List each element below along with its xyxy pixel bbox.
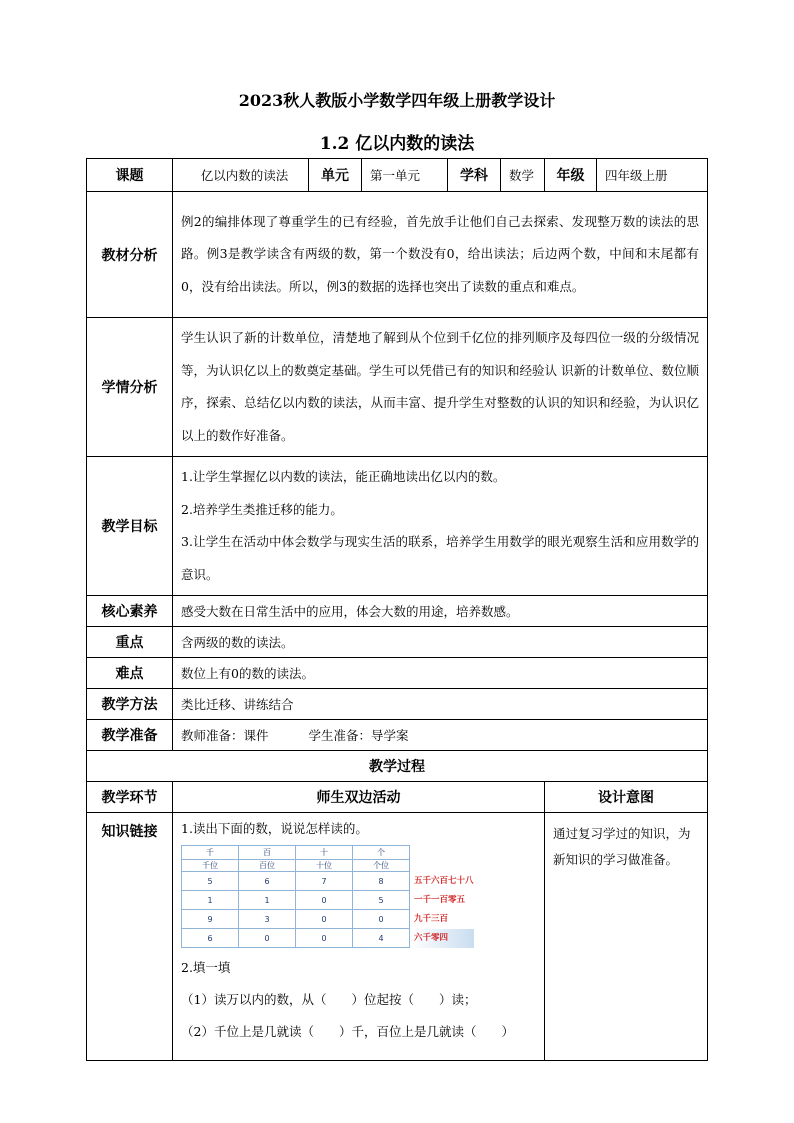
number-readings [410,872,474,948]
fill-blank-2: （2）千位上是几就读（ ）千，百位上是几就读（ ） [181,1024,514,1039]
digit-cell: 3 [239,910,296,929]
goals-label: 教学目标 [87,457,173,596]
activity-cell [173,813,545,1061]
core-text: 感受大数在日常生活中的应用，体会大数的用途，培养数感。 [173,596,708,627]
student-analysis-label: 学情分析 [87,318,173,457]
method-text: 类比迁移、讲练结合 [173,689,708,720]
prep-text [173,720,708,751]
key-label: 重点 [87,627,173,658]
goal-item: 1.让学生掌握亿以内数的读法，能正确地读出亿以内的数。 [181,469,506,484]
place-name: 十位 [296,860,353,872]
process-heading-row [87,751,708,782]
goals-row [87,457,708,596]
process-columns-row [87,782,708,813]
grade-value: 四年级上册 [597,159,708,192]
lesson-plan-table [86,158,708,1061]
digit-cell: 0 [296,910,353,929]
col-intent: 设计意图 [545,782,708,813]
place-value-table [181,845,410,948]
digit-cell: 5 [182,872,239,891]
subject-label: 学科 [448,159,501,192]
subject-value: 数学 [501,159,545,192]
digit-cell: 0 [353,910,410,929]
goal-item: 2.培养学生类推迁移的能力。 [181,501,343,517]
question-2: 2.填一填 [181,960,231,975]
col-activity: 师生双边活动 [173,782,545,813]
digit-cell: 6 [182,929,239,948]
key-row [87,627,708,658]
digit-cell: 1 [182,891,239,910]
col-step: 教学环节 [87,782,173,813]
grade-label: 年级 [545,159,597,192]
student-prep: 学生准备：导学案 [308,728,409,743]
method-label: 教学方法 [87,689,173,720]
material-analysis-row [87,192,708,318]
document-title: 2023秋人教版小学数学四年级上册教学设计 [238,91,556,110]
digit-header: 个 [353,846,410,860]
material-analysis-label: 教材分析 [87,192,173,318]
digit-cell: 7 [296,872,353,891]
reading-label: 九千三百 [414,914,449,924]
prep-row [87,720,708,751]
process-heading: 教学过程 [87,751,708,782]
goal-item: 3.让学生在活动中体会数学与现实生活的联系，培养学生用数学的眼光观察生活和应用数学的意识。 [181,534,699,582]
core-row [87,596,708,627]
digit-cell: 0 [296,929,353,948]
digit-cell: 0 [239,929,296,948]
unit-label: 单元 [309,159,362,192]
question-1: 1.读出下面的数，说说怎样读的。 [181,821,368,836]
place-value-figure [181,845,536,948]
digit-cell: 6 [239,872,296,891]
digit-cell: 1 [239,891,296,910]
fill-blank-1: （1）读万以内的数，从（ ）位起按（ ）读； [181,992,477,1007]
knowledge-link-row [87,813,708,1061]
digit-cell: 8 [353,872,410,891]
digit-cell: 4 [353,929,410,948]
digit-cell: 0 [296,891,353,910]
key-text: 含两级的数的读法。 [173,627,708,658]
student-analysis-row [87,318,708,457]
digit-header: 千 [182,846,239,860]
reading-label: 一千一百零五 [414,895,466,905]
core-label: 核心素养 [87,596,173,627]
lesson-title: 1.2 亿以内数的读法 [319,134,475,154]
material-analysis-text: 例2的编排体现了尊重学生的已有经验，首先放手让他们自己去探索、发现整万数的读法的思路。例3是教学读含有两级的数，第一个数没有0，给出读法；后边两个数，中间和末尾都有0，没有给出读法。所以，例3的数据的选择也突出了读数的重点和难点。 [173,192,708,318]
difficulty-row [87,658,708,689]
difficulty-label: 难点 [87,658,173,689]
reading-label: 五千六百七十八 [414,876,474,886]
reading-label: 六千零四 [410,929,474,948]
student-analysis-text: 学生认识了新的计数单位，清楚地了解到从个位到千亿位的排列顺序及每四位一级的分级情况等，为认识亿以上的数奠定基础。学生可以凭借已有的知识和经验认 识新的计数单位、数位顺序，探索、总结亿以内数的读法，从而丰富、提升学生对整数的认识的知识和经验，为认识亿以上的数作好准备。 [173,318,708,457]
unit-value: 第一单元 [362,159,448,192]
digit-cell: 5 [353,891,410,910]
digit-cell: 9 [182,910,239,929]
goals-list [173,457,708,596]
place-name: 百位 [239,860,296,872]
topic-label: 课题 [87,159,173,192]
step-knowledge-link: 知识链接 [87,813,173,1061]
place-name: 千位 [182,860,239,872]
digit-header: 百 [239,846,296,860]
method-row [87,689,708,720]
teacher-prep: 教师准备：课件 [181,728,269,743]
topic-value: 亿以内数的读法 [173,159,309,192]
digit-header: 十 [296,846,353,860]
prep-label: 教学准备 [87,720,173,751]
intent-text: 通过复习学过的知识，为新知识的学习做准备。 [545,813,708,1061]
header-row [87,159,708,192]
place-name: 个位 [353,860,410,872]
difficulty-text: 数位上有0的数的读法。 [173,658,708,689]
